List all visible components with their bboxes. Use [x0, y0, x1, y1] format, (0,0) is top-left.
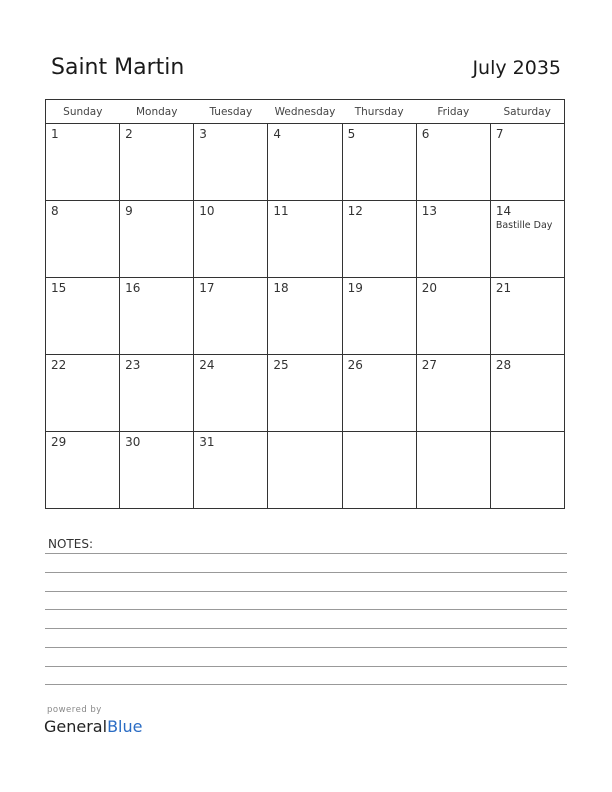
- day-number: 15: [51, 281, 67, 295]
- weekday-tuesday: Tuesday: [194, 100, 268, 124]
- weekday-thursday: Thursday: [342, 100, 416, 124]
- notes-line: [45, 572, 567, 573]
- calendar-day-cell: [46, 201, 120, 278]
- day-number: 28: [495, 358, 512, 372]
- day-number: 12: [347, 204, 363, 218]
- day-number: 2: [125, 127, 133, 141]
- day-number: 22: [51, 358, 67, 372]
- calendar-day-cell: [120, 124, 194, 201]
- calendar-day-cell: [416, 201, 490, 278]
- brand-logo-blue: Blue: [107, 717, 143, 736]
- calendar-day-cell: [194, 355, 268, 432]
- weekday-sunday: Sunday: [46, 100, 120, 124]
- day-number: 6: [421, 127, 430, 141]
- day-number: 31: [199, 435, 215, 449]
- calendar-day-cell: [490, 355, 564, 432]
- day-number: 25: [273, 358, 289, 372]
- day-number: 17: [199, 281, 215, 295]
- calendar-day-cell: [416, 355, 490, 432]
- day-number: 8: [51, 204, 59, 218]
- calendar-day-cell: [46, 278, 120, 355]
- day-number: 23: [125, 358, 141, 372]
- weekday-monday: Monday: [120, 100, 194, 124]
- calendar-grid: [45, 99, 565, 509]
- calendar-day-cell: [416, 124, 490, 201]
- calendar-day-cell: [194, 201, 268, 278]
- day-number: 9: [125, 204, 133, 218]
- calendar-week-row: [46, 124, 565, 201]
- calendar-day-cell: [194, 278, 268, 355]
- calendar-day-cell: [120, 201, 194, 278]
- notes-line: [45, 628, 567, 629]
- holiday-label: Bastille Day: [495, 220, 553, 231]
- powered-by-text: powered by: [47, 705, 102, 715]
- calendar-day-cell: [490, 432, 564, 509]
- calendar-day-cell: [46, 432, 120, 509]
- day-number: 14: [495, 204, 512, 218]
- day-number: 20: [421, 281, 437, 295]
- calendar-week-row: [46, 355, 565, 432]
- day-number: 30: [125, 435, 141, 449]
- day-number: 29: [51, 435, 67, 449]
- day-number: 16: [125, 281, 141, 295]
- notes-line: [45, 666, 567, 667]
- day-number: 5: [347, 127, 356, 141]
- calendar-week-row: [46, 201, 565, 278]
- day-number: 21: [495, 281, 512, 295]
- calendar-day-cell: [490, 124, 564, 201]
- day-number: 13: [421, 204, 437, 218]
- day-number: 1: [51, 127, 59, 141]
- calendar-day-cell: [46, 124, 120, 201]
- day-number: 26: [347, 358, 363, 372]
- month-label: July 2035: [472, 57, 561, 79]
- brand-logo: [44, 717, 142, 736]
- weekday-header-row: [46, 100, 565, 124]
- day-number: 7: [495, 127, 504, 141]
- notes-label: NOTES:: [48, 537, 93, 551]
- day-number: 10: [199, 204, 215, 218]
- calendar-week-row: [46, 278, 565, 355]
- calendar-day-cell: [490, 278, 564, 355]
- calendar-day-cell: [268, 124, 342, 201]
- calendar-day-cell: [268, 278, 342, 355]
- day-number: 4: [273, 127, 282, 141]
- notes-line: [45, 591, 567, 592]
- calendar-day-cell: [194, 124, 268, 201]
- calendar-day-cell: [342, 432, 416, 509]
- calendar-day-cell: [342, 278, 416, 355]
- weekday-wednesday: Wednesday: [268, 100, 342, 124]
- day-number: 24: [199, 358, 215, 372]
- calendar-day-cell: [120, 355, 194, 432]
- brand-logo-general: General: [44, 717, 108, 736]
- calendar-day-cell: [416, 278, 490, 355]
- notes-line: [45, 609, 567, 610]
- calendar-day-cell: [268, 355, 342, 432]
- calendar-day-cell: [268, 432, 342, 509]
- day-number: 27: [421, 358, 437, 372]
- weekday-friday: Friday: [416, 100, 490, 124]
- day-number: 11: [273, 204, 289, 218]
- calendar-day-cell: [490, 201, 564, 278]
- notes-line: [45, 684, 567, 685]
- calendar-day-cell: [342, 124, 416, 201]
- notes-line: [45, 647, 567, 648]
- day-number: 3: [199, 127, 207, 141]
- weekday-saturday: Saturday: [490, 100, 564, 124]
- day-number: 19: [347, 281, 363, 295]
- calendar-week-row: [46, 432, 565, 509]
- calendar-day-cell: [120, 432, 194, 509]
- calendar-day-cell: [416, 432, 490, 509]
- day-number: 18: [273, 281, 289, 295]
- calendar-day-cell: [268, 201, 342, 278]
- page-title: Saint Martin: [51, 55, 185, 80]
- calendar-day-cell: [342, 355, 416, 432]
- calendar-day-cell: [120, 278, 194, 355]
- calendar-day-cell: [194, 432, 268, 509]
- calendar-day-cell: [342, 201, 416, 278]
- notes-line: [45, 553, 567, 554]
- calendar-day-cell: [46, 355, 120, 432]
